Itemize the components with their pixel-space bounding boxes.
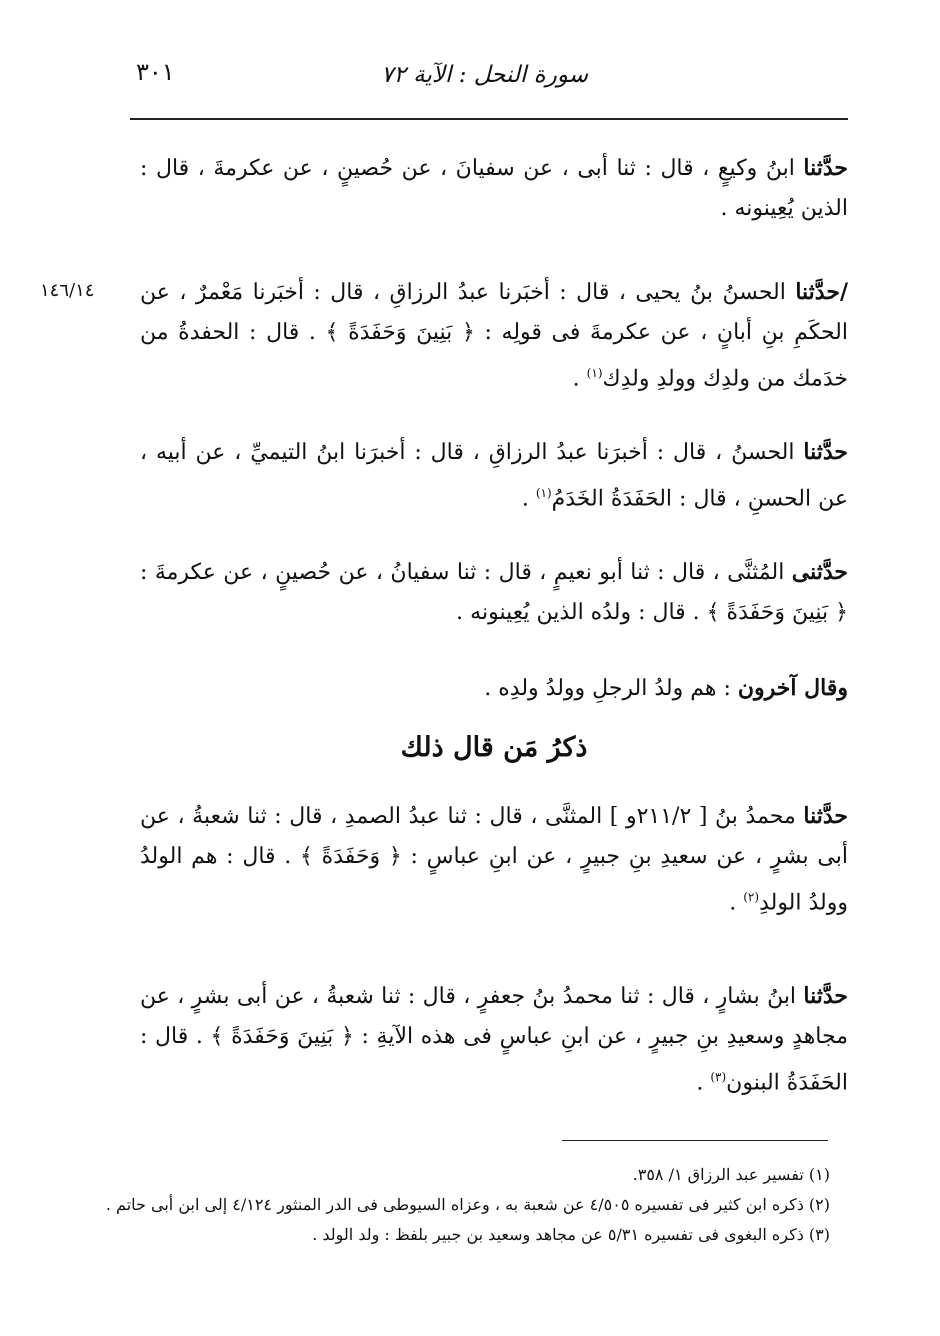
paragraph-text: الحسنُ بنُ يحيى ، قال : أخبَرنا عبدُ الرزاقِ ، قال : أخبَرنا مَعْمرٌ ، عن الحكَمِ بنِ أبانٍ ، عن عكرمةَ فى قولِه : ﴿ بَنِينَ وَحَفَدَةً ﴾ . قال : الحفدةُ من خدَمك من ولدِك وولدِ ولدِك (140, 280, 848, 392)
paragraph-lead: حدَّثنا (803, 803, 848, 829)
paragraph-lead: حدَّثنا (803, 983, 848, 1009)
page-number: ٣٠١ (136, 58, 175, 86)
header-rule (130, 118, 848, 120)
paragraph-text: : هم ولدُ الرجلِ وولدُ ولدِه . (484, 676, 738, 701)
footnote-3: (٣) ذكره البغوى فى تفسيره ٥/٣١ عن مجاهد وسعيد بن جبير بلفظ : ولد الولد . (312, 1225, 830, 1244)
running-title: سورة النحل : الآية ٧٢ (381, 62, 588, 88)
paragraph-2 (140, 272, 848, 399)
paragraph-text: ابنُ بشارٍ ، قال : ثنا محمدُ بنُ جعفرٍ ، قال : ثنا شعبةُ ، عن أبى بشرٍ ، عن مجاهدٍ وسعيدِ بنِ جبيرٍ ، عن ابنِ عباسٍ فى هذه الآيةِ : ﴿ بَنِينَ وَحَفَدَةً ﴾ . قال : الحَفَدَةُ البنون (140, 984, 848, 1096)
footnote-marker: (٣) (710, 1070, 727, 1084)
page-header (130, 56, 850, 100)
paragraph-3 (140, 432, 848, 519)
margin-reference: ١٤٦/١٤ (40, 280, 95, 301)
footnote-marker: (٢) (743, 890, 760, 904)
footnote-marker: (١) (535, 486, 552, 500)
section-heading: ذكرُ مَن قال ذلك (400, 732, 588, 763)
footnote-marker: (١) (586, 366, 603, 380)
paragraph-text: الحسنُ ، قال : أخبرَنا عبدُ الرزاقِ ، قال : أخبرَنا ابنُ التيميِّ ، عن أبيه ، عن الحسنِ ، قال : الحَفَدَةُ الخَدَمُ (140, 440, 848, 512)
paragraph-text: المُثنَّى ، قال : ثنا أبو نعيمٍ ، قال : ثنا سفيانُ ، عن حُصينٍ ، عن عكرمةَ : ﴿ بَنِينَ وَحَفَدَةً ﴾ . قال : ولدُه الذين يُعِينونه . (140, 560, 848, 625)
paragraph-6 (140, 796, 848, 923)
footnote-2: (٢) ذكره ابن كثير فى تفسيره ٤/٥٠٥ عن شعبة به ، وعزاه السيوطى فى الدر المنثور ٤/١٢٤ إلى ابن أبى حاتم . (105, 1195, 830, 1214)
paragraph-2-block (40, 272, 848, 399)
paragraph-end: . (696, 1070, 711, 1096)
paragraph-end: . (729, 890, 744, 916)
paragraph-lead: حدَّثنا (803, 439, 848, 465)
paragraph-lead: حدَّثنا (803, 155, 848, 181)
paragraph-text: محمدُ بنُ [ ٢١١/٢و ] المثنَّى ، قال : ثنا عبدُ الصمدِ ، قال : ثنا شعبةُ ، عن أبى بشرٍ ، عن سعيدِ بنِ جبيرٍ ، عن ابنِ عباسٍ : ﴿ وَحَفَدَةً ﴾ . قال : هم الولدُ وولدُ الولدِ (140, 804, 848, 916)
paragraph-5 (140, 668, 848, 709)
paragraph-text: ابنُ وكيعٍ ، قال : ثنا أبى ، عن سفيانَ ، عن حُصينٍ ، عن عكرمةَ ، قال : الذين يُعِينونه . (140, 156, 848, 221)
paragraph-1 (140, 148, 848, 229)
footnote-1: (١) تفسير عبد الرزاق ١/ ٣٥٨. (632, 1165, 830, 1184)
paragraph-lead: حدَّثنى (791, 559, 848, 585)
paragraph-end: . (572, 366, 587, 392)
paragraph-4 (140, 552, 848, 633)
paragraph-lead: وقال آخرون (737, 675, 848, 701)
paragraph-7 (140, 976, 848, 1103)
paragraph-lead: /حدَّثنا (795, 279, 848, 305)
footnotes (100, 1160, 830, 1250)
paragraph-end: . (521, 486, 536, 512)
footnote-rule (562, 1140, 828, 1141)
